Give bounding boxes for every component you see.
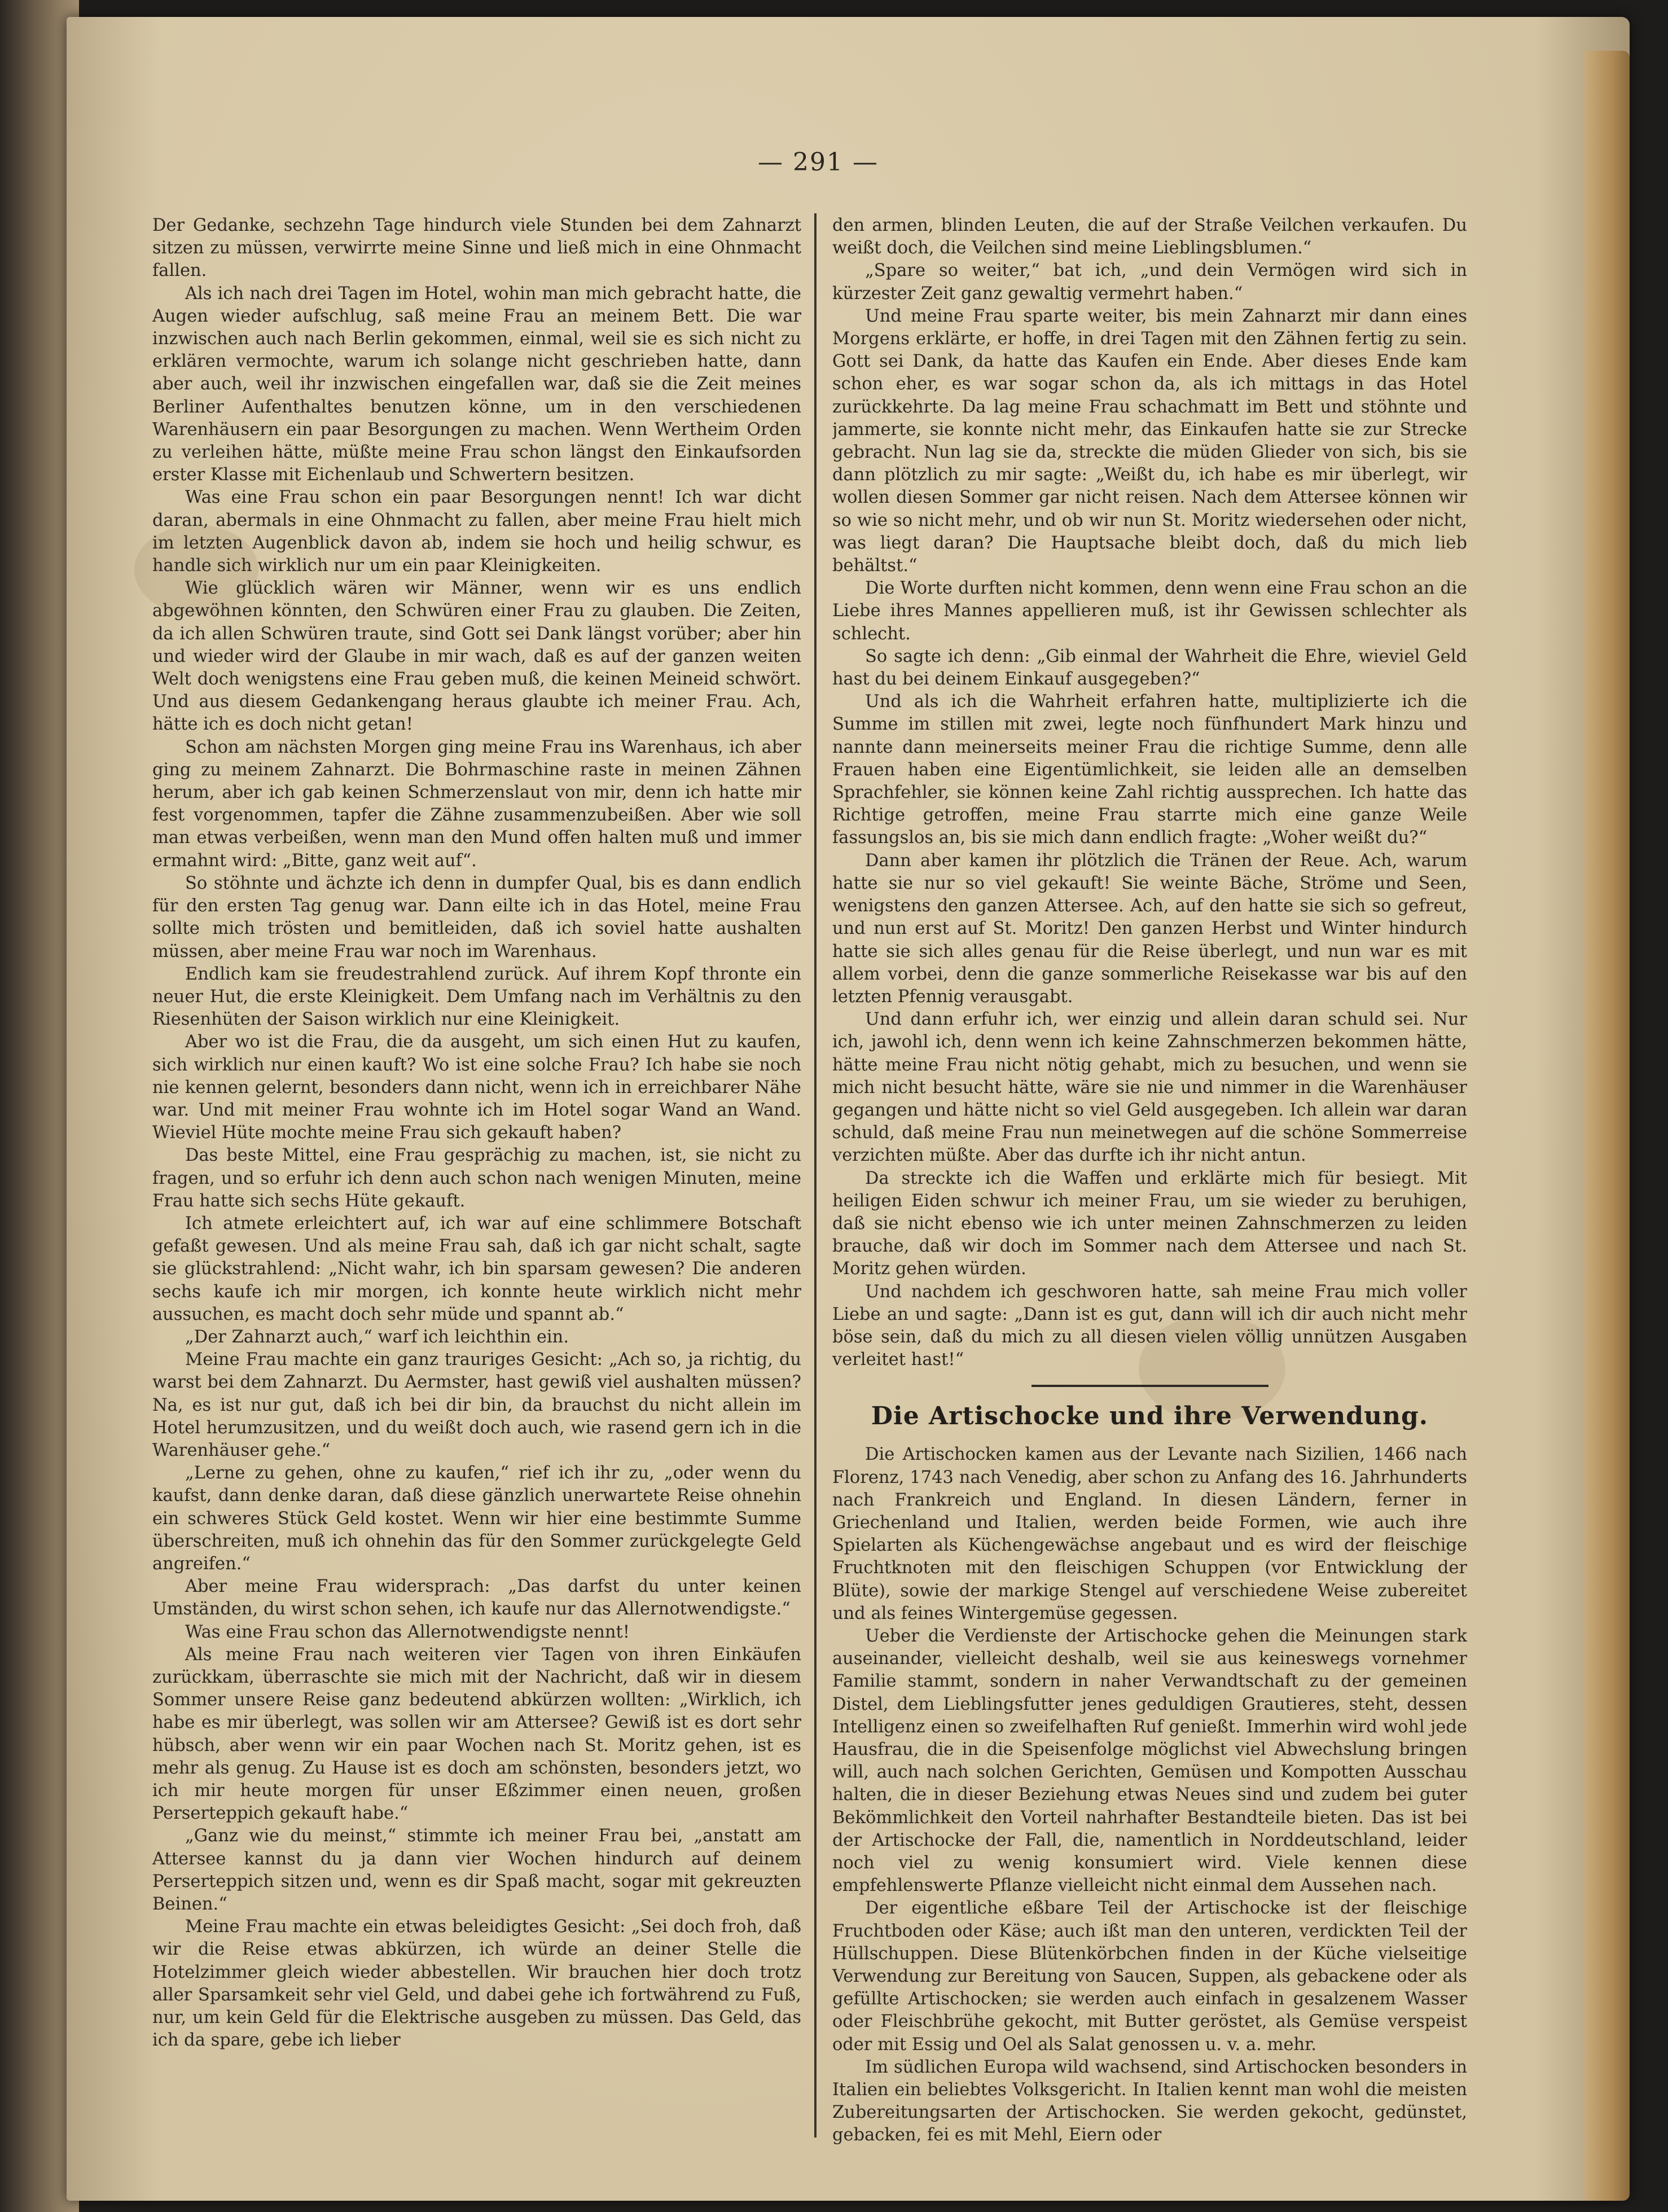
paragraph: Als meine Frau nach weiteren vier Tagen von ihren Einkäufen zurückkam, überraschte sie mich mit der Nachricht, daß wir in diesem Sommer unsere Reise ganz bedeutend abkürzen wollten: „Wirklich, ich habe es mir überlegt, was sollen wir am Attersee? Gewiß ist es dort sehr hübsch, aber wenn wir ein paar Wochen nach St. Moritz gehen, ist es mehr als genug. Zu Hause ist es doch am schönsten, besonders jetzt, wo ich mir heute morgen für unser Eßzimmer einen neuen, großen Perserteppich gekauft habe.“ bbox=[152, 1644, 801, 1824]
section-title: Die Artischocke und ihre Verwendung. bbox=[871, 1402, 1429, 1431]
paragraph: Schon am nächsten Morgen ging meine Frau ins Warenhaus, ich aber ging zu meinem Zahnarzt. Die Bohrmaschine raste in meinen Zähnen herum, aber ich gab keinen Schmerzenslaut von mir, denn ich hatte mir fest vorgenommen, tapfer die Zähne zusammenzubeißen. Aber wie soll man etwas verbeißen, wenn man den Mund offen halten muß und immer ermahnt wird: „Bitte, ganz weit auf“. bbox=[152, 737, 801, 871]
paragraph: Aber meine Frau widersprach: „Das darfst du unter keinen Umständen, du wirst schon sehen, ich kaufe nur das Allernotwendigste.“ bbox=[152, 1577, 801, 1620]
page-number: — 291 — bbox=[758, 148, 879, 177]
page-edge bbox=[1584, 51, 1630, 2201]
paragraph: Im südlichen Europa wild wachsend, sind Artischocken besonders in Italien ein beliebtes Volksgericht. In Italien kennt man wohl die meisten Zubereitungsarten der Artischocken. Sie werden gekocht, gedünstet, gebacken, fei es mit Mehl, Eiern oder bbox=[832, 2057, 1467, 2144]
paragraph: Und als ich die Wahrheit erfahren hatte, multiplizierte ich die Summe im stillen mit zwei, legte noch fünfhundert Mark hinzu und nannte dann meinerseits meiner Frau die richtige Summe, denn alle Frauen haben eine Eigentümlichkeit, sie leiden alle an demselben Sprachfehler, sie können keine Zahl richtig aussprechen. Ich hatte das Richtige getroffen, meine Frau starrte mich eine ganze Weile fassungslos an, bis sie mich dann endlich fragte: „Woher weißt du?“ bbox=[832, 692, 1467, 848]
paragraph: „Der Zahnarzt auch,“ warf ich leichthin ein. bbox=[185, 1327, 569, 1347]
paragraph: „Lerne zu gehen, ohne zu kaufen,“ rief ich ihr zu, „oder wenn du kaufst, dann denke daran, daß diese gänzlich unerwartete Reise ohnehin ein schweres Stück Geld kostet. Wenn wir hier eine bestimmte Summe überschreiten, muß ich ohnehin das für den Sommer zurückgelegte Geld angreifen.“ bbox=[152, 1463, 801, 1574]
paragraph: Wie glücklich wären wir Männer, wenn wir es uns endlich abgewöhnen könnten, den Schwüren einer Frau zu glauben. Die Zeiten, da ich allen Schwüren traute, sind Gott sei Dank längst vorüber; aber hin und wieder wird der Glaube in mir wach, daß es auf der ganzen weiten Welt doch wenigstens eine Frau geben muß, die keinen Meineid schwört. Und aus diesem Gedankengang heraus glaubte ich meiner Frau. Ach, hätte ich es doch nicht getan! bbox=[152, 578, 801, 735]
paragraph: Als ich nach drei Tagen im Hotel, wohin man mich gebracht hatte, die Augen wieder aufschlug, saß meine Frau an meinem Bett. Die war inzwischen auch nach Berlin gekommen, einmal, weil sie es sich nicht zu erklären vermochte, warum ich solange nicht geschrieben hatte, dann aber auch, weil ihr inzwischen eingefallen war, daß sie die Zeit meines Berliner Aufenthaltes benutzen könne, um in den verschiedenen Warenhäusern ein paar Besorgungen zu machen. Wenn Wertheim Orden zu verleihen hätte, müßte meine Frau schon längst den Einkaufsorden erster Klasse mit Eichenlaub und Schwertern besitzen. bbox=[152, 283, 801, 485]
paragraph: Das beste Mittel, eine Frau gesprächig zu machen, ist, sie nicht zu fragen, und so erfuhr ich denn auch schon nach wenigen Minuten, meine Frau hatte sich sechs Hüte gekauft. bbox=[152, 1146, 801, 1211]
paragraph: Ich atmete erleichtert auf, ich war auf eine schlimmere Botschaft gefaßt gewesen. Und als meine Frau sah, daß ich gar nicht schalt, sagte sie glückstrahlend: „Nicht wahr, ich bin sparsam gewesen? Die anderen sechs kaufe ich mir morgen, ich konnte heute wirklich nicht mehr aussuchen, es macht doch sehr müde und spannt ab.“ bbox=[152, 1213, 801, 1324]
paragraph: Der eigentliche eßbare Teil der Artischocke ist der fleischige Fruchtboden oder Käse; auch ißt man den unteren, verdickten Teil der Hüllschuppen. Diese Blütenkörbchen finden in der Küche vielseitige Verwendung zur Bereitung von Saucen, Suppen, als gebackene oder als gefüllte Artischocken; sie werden auch einfach in gesalzenem Wasser oder Fleischbrühe gekocht, mit Butter geröstet, als Gemüse verspeist oder mit Essig und Oel als Salat genossen u. v. a. mehr. bbox=[832, 1898, 1467, 2055]
column-divider bbox=[814, 213, 817, 2138]
paragraph: Meine Frau machte ein ganz trauriges Gesicht: „Ach so, ja richtig, du warst bei dem Zahnarzt. Du Aermster, hast gewiß viel aushalten müssen? Na, es ist nur gut, daß ich bei dir bin, da brauchst du nicht allein im Hotel herumzusitzen, und du weißt doch auch, wie rasend gern ich in die Warenhäuser gehe.“ bbox=[152, 1350, 801, 1460]
paragraph: Was eine Frau schon das Allernotwendigste nennt! bbox=[185, 1622, 630, 1642]
paragraph: Die Worte durften nicht kommen, denn wenn eine Frau schon an die Liebe ihres Mannes appellieren muß, ist ihr Gewissen schlechter als schlecht. bbox=[832, 578, 1467, 644]
right-column bbox=[832, 214, 1467, 2144]
paragraph: Endlich kam sie freudestrahlend zurück. Auf ihrem Kopf thronte ein neuer Hut, die erste Kleinigkeit. Dem Umfang nach im Verhältnis zu den Riesenhüten der Saison wirklich nur eine Kleinigkeit. bbox=[152, 964, 801, 1030]
paragraph: Die Artischocken kamen aus der Levante nach Sizilien, 1466 nach Florenz, 1743 nach Venedig, aber schon zu Anfang des 16. Jahrhunderts nach Frankreich und England. In diesen Ländern, ferner in Griechenland und Italien, werden beide Formen, wie auch ihre Spielarten als Küchengewächse angebaut und es wird der fleischige Fruchtknoten mit den fleischigen Schuppen (vor Entwicklung der Blüte), sowie der markige Stengel auf verschiedene Weise zubereitet und als feines Wintergemüse gegessen. bbox=[832, 1445, 1467, 1623]
paragraph: Aber wo ist die Frau, die da ausgeht, um sich einen Hut zu kaufen, sich wirklich nur einen kauft? Wo ist eine solche Frau? Ich habe sie noch nie kennen gelernt, besonders dann nicht, wenn ich in erreichbarer Nähe war. Und mit meiner Frau wohnte ich im Hotel sogar Wand an Wand. Wieviel Hüte mochte meine Frau sich gekauft haben? bbox=[152, 1032, 801, 1143]
paragraph: So stöhnte und ächzte ich denn in dumpfer Qual, bis es dann endlich für den ersten Tag genug war. Dann eilte ich in das Hotel, meine Frau sollte mich trösten und bemitleiden, daß ich soviel hatte aushalten müssen, aber meine Frau war noch im Warenhaus. bbox=[152, 873, 801, 962]
paragraph: „Ganz wie du meinst,“ stimmte ich meiner Frau bei, „anstatt am Attersee kannst du ja dann vier Wochen hindurch auf deinem Perserteppich sitzen und, wenn es dir Spaß macht, sogar mit gekreuzten Beinen.“ bbox=[152, 1826, 801, 1915]
paragraph: Ueber die Verdienste der Artischocke gehen die Meinungen stark auseinander, vielleicht deshalb, weil sie aus keineswegs vornehmer Familie stammt, sondern in naher Verwandtschaft zu der gemeinen Distel, dem Lieblingsfutter jenes geduldigen Grautieres, steht, dessen Intelligenz einen so zweifelhaften Ruf genießt. Immerhin wird wohl jede Hausfrau, die in die Speisenfolge möglichst viel Abwechslung bringen will, auch nach solchen Gerichten, Gemüsen und Kompotten Ausschau halten, die in dieser Beziehung etwas Neues sind und zudem bei guter Bekömmlichkeit den Vorteil nahrhafter Bestandteile bieten. Das ist bei der Artischocke der Fall, die, namentlich in Norddeutschland, leider noch viel zu wenig konsumiert wird. Viele kennen diese empfehlenswerte Pflanze vielleicht nicht einmal dem Aussehen nach. bbox=[832, 1626, 1467, 1896]
paragraph: Und nachdem ich geschworen hatte, sah meine Frau mich voller Liebe an und sagte: „Dann ist es gut, dann will ich dir auch nicht mehr böse sein, daß du mich zu all diesen vielen völlig unnützen Ausgaben verleitet hast!“ bbox=[832, 1281, 1467, 1370]
paragraph: So sagte ich denn: „Gib einmal der Wahrheit die Ehre, wieviel Geld hast du bei deinem Einkauf ausgegeben?“ bbox=[832, 646, 1467, 690]
paragraph: Und dann erfuhr ich, wer einzig und allein daran schuld sei. Nur ich, jawohl ich, denn wenn ich keine Zahnschmerzen bekommen hätte, hätte meine Frau nicht nötig gehabt, mich zu besuchen, und wenn sie mich nicht besucht hätte, wäre sie nie und nimmer in die Warenhäuser gegangen und hätte nicht so viel Geld ausgegeben. Ich allein war daran schuld, daß meine Frau nun meinetwegen auf die schöne Sommerreise verzichten müßte. Aber das durfte ich ihr nicht antun. bbox=[832, 1010, 1467, 1166]
paragraph: „Spare so weiter,“ bat ich, „und dein Vermögen wird sich in kürzester Zeit ganz gewaltig vermehrt haben.“ bbox=[832, 261, 1467, 304]
paragraph: den armen, blinden Leuten, die auf der Straße Veilchen verkaufen. Du weißt doch, die Veilchen sind meine Lieblingsblumen.“ bbox=[832, 216, 1467, 258]
paragraph: Und meine Frau sparte weiter, bis mein Zahnarzt mir dann eines Morgens erklärte, er hoffe, in drei Tagen mit den Zähnen fertig zu sein. Gott sei Dank, da hatte das Kaufen ein Ende. Aber dieses Ende kam schon eher, es war sogar schon da, als ich mittags in das Hotel zurückkehrte. Da lag meine Frau schachmatt im Bett und stöhnte und jammerte, sie konnte nicht mehr, das Einkaufen hatte sie zur Strecke gebracht. Nun lag sie da, streckte die müden Glieder von sich, bis sie dann plötzlich zu mir sagte: „Weißt du, ich habe es mir überlegt, wir wollen diesen Sommer gar nicht reisen. Nach dem Attersee können wir so wie so nicht mehr, und ob wir nun St. Moritz wiedersehen oder nicht, was liegt daran? Die Hauptsache bleibt doch, daß du mich lieb behältst.“ bbox=[832, 306, 1467, 576]
paragraph: Da streckte ich die Waffen und erklärte mich für besiegt. Mit heiligen Eiden schwur ich meiner Frau, um sie wieder zu beruhigen, daß sie nicht ebenso wie ich unter meinen Zahnschmerzen zu leiden brauche, daß wir doch im Sommer nach dem Attersee und nach St. Moritz gehen würden. bbox=[832, 1168, 1467, 1279]
section-divider bbox=[1031, 1385, 1268, 1387]
paragraph: Meine Frau machte ein etwas beleidigtes Gesicht: „Sei doch froh, daß wir die Reise etwas abkürzen, ich würde an deiner Stelle die Hotelzimmer gleich wieder abbestellen. Wir brauchen hier doch trotz aller Sparsamkeit sehr viel Geld, und dabei gehe ich fortwährend zu Fuß, nur, um kein Geld für die Elektrische ausgeben zu müssen. Das Geld, das ich da spare, gebe ich lieber bbox=[152, 1917, 801, 2051]
left-column bbox=[152, 214, 801, 2144]
paragraph: Was eine Frau schon ein paar Besorgungen nennt! Ich war dicht daran, abermals in eine Ohnmacht zu fallen, aber meine Frau hielt mich im letzten Augenblick davon ab, indem sie hoch und heilig schwur, es handle sich wirklich nur um ein paar Kleinigkeiten. bbox=[152, 488, 801, 576]
paragraph: Der Gedanke, sechzehn Tage hindurch viele Stunden bei dem Zahnarzt sitzen zu müssen, verwirrte meine Sinne und ließ mich in eine Ohnmacht fallen. bbox=[152, 216, 801, 281]
paragraph: Dann aber kamen ihr plötzlich die Tränen der Reue. Ach, warum hatte sie nur so viel gekauft! Sie weinte Bäche, Ströme und Seen, wenigstens den ganzen Attersee. Ach, auf den hatte sie sich so gefreut, und nun erst auf St. Moritz! Den ganzen Herbst und Winter hindurch hatte sie sich alles genau für die Reise überlegt, und nun war es mit allem vorbei, denn die ganze sommerliche Reisekasse war bis auf den letzten Pfennig verausgabt. bbox=[832, 850, 1467, 1007]
